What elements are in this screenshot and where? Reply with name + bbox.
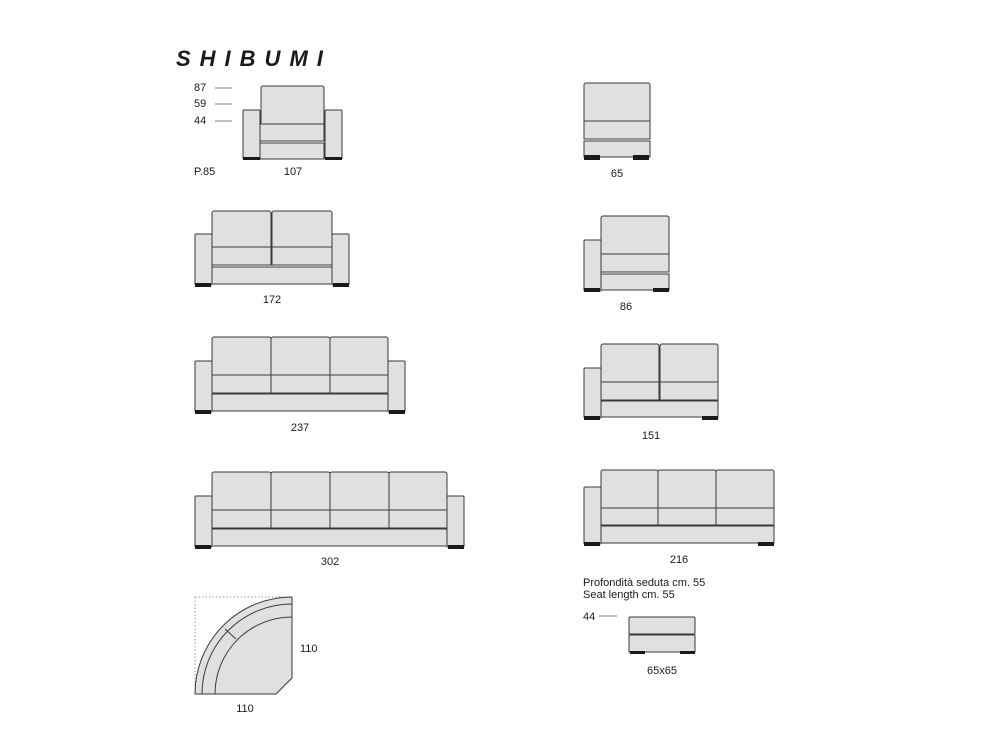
height-label-87: 87 — [194, 82, 207, 94]
module65-width-label: 65 — [610, 168, 624, 180]
seat-depth-note-en: Seat length cm. 55 — [583, 589, 675, 601]
module-65-drawing — [584, 83, 650, 160]
module86-width-label: 86 — [619, 301, 633, 313]
pouf-height-label: 44 — [583, 611, 596, 623]
module216-width-label: 216 — [669, 554, 689, 566]
sofa-172-drawing — [195, 211, 349, 287]
height-label-59: 59 — [194, 98, 207, 110]
pouf-size-label: 65x65 — [647, 665, 677, 677]
sofa237-width-label: 237 — [290, 422, 310, 434]
sofa302-width-label: 302 — [320, 556, 340, 568]
height-label-44: 44 — [194, 115, 207, 127]
armchair-code-label: P.85 — [194, 166, 216, 178]
sofa172-width-label: 172 — [262, 294, 282, 306]
module-216-drawing — [584, 470, 774, 546]
seat-depth-note-it: Profondità seduta cm. 55 — [583, 577, 706, 589]
sofa-237-drawing — [195, 337, 405, 414]
module-86-drawing — [584, 216, 669, 292]
module151-width-label: 151 — [641, 430, 661, 442]
sofa-302-drawing — [195, 472, 464, 549]
pouf-65x65-drawing — [629, 617, 695, 654]
module-151-drawing — [584, 344, 718, 420]
corner-bottom-label: 110 — [236, 703, 254, 715]
armchair-107-drawing — [243, 86, 342, 160]
armchair-width-label: 107 — [283, 166, 303, 178]
corner-side-label: 110 — [300, 643, 318, 655]
corner-110-drawing — [195, 597, 292, 694]
page-title: SHIBUMI — [176, 46, 332, 71]
